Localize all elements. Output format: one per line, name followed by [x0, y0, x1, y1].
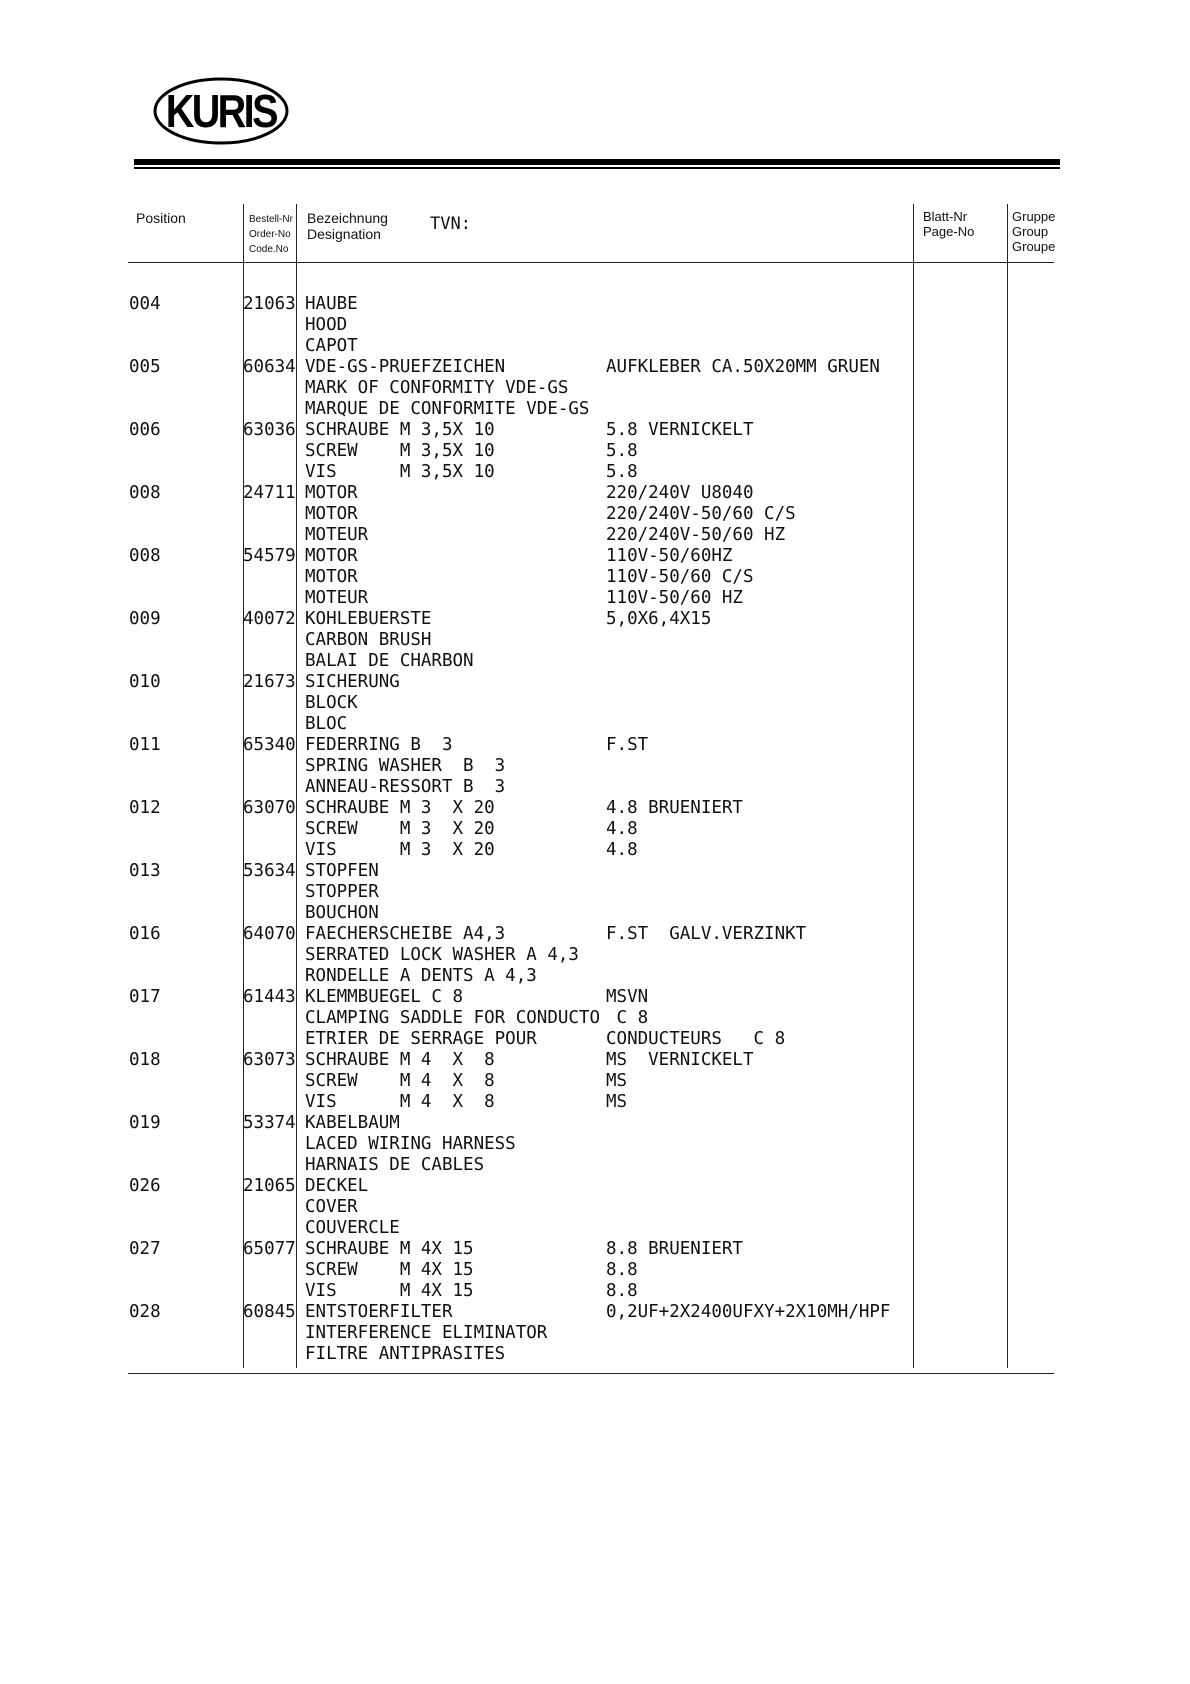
row-line	[0, 1155, 1190, 1176]
cell-position: 006	[129, 420, 161, 440]
cell-designation: VDE-GS-PRUEFZEICHEN	[305, 357, 506, 377]
cell-specification: 5.8 VERNICKELT	[606, 420, 754, 440]
cell-designation: SERRATED LOCK WASHER A 4,3	[305, 945, 579, 965]
row-line	[0, 630, 1190, 651]
cell-designation: FAECHERSCHEIBE A4,3	[305, 924, 506, 944]
table-row	[0, 798, 1190, 861]
table-row	[0, 420, 1190, 483]
cell-designation: BOUCHON	[305, 903, 379, 923]
row-line	[0, 1134, 1190, 1155]
row-line	[0, 903, 1190, 924]
cell-order-no: 21063	[243, 294, 296, 314]
cell-designation: MOTEUR	[305, 588, 369, 608]
table-row	[0, 987, 1190, 1050]
cell-designation: DECKEL	[305, 1176, 369, 1196]
cell-order-no: 63073	[243, 1050, 296, 1070]
cell-designation: MARK OF CONFORMITY VDE-GS	[305, 378, 569, 398]
row-line	[0, 525, 1190, 546]
cell-position: 008	[129, 483, 161, 503]
cell-designation: MOTOR	[305, 567, 358, 587]
cell-designation: FILTRE ANTIPRASITES	[305, 1344, 506, 1364]
cell-order-no: 53634	[243, 861, 296, 881]
cell-specification: 5,0X6,4X15	[606, 609, 712, 629]
cell-designation: BLOC	[305, 714, 348, 734]
cell-specification: 220/240V U8040	[606, 483, 754, 503]
row-line	[0, 567, 1190, 588]
row-line	[0, 357, 1190, 378]
cell-position: 016	[129, 924, 161, 944]
cell-position: 013	[129, 861, 161, 881]
table-row	[0, 1050, 1190, 1113]
cell-designation: VIS M 4X 15	[305, 1281, 474, 1301]
cell-order-no: 40072	[243, 609, 296, 629]
cell-designation: INTERFERENCE ELIMINATOR	[305, 1323, 548, 1343]
cell-specification: 5.8	[606, 462, 638, 482]
cell-specification: CONDUCTEURS C 8	[606, 1029, 786, 1049]
row-line	[0, 840, 1190, 861]
cell-designation: SCHRAUBE M 4 X 8	[305, 1050, 495, 1070]
header-order-no: Bestell-Nr Order-No Code.No	[249, 214, 293, 255]
header-rule-thin	[134, 167, 1060, 169]
row-line	[0, 1260, 1190, 1281]
header-page-no: Blatt-Nr Page-No	[923, 209, 975, 239]
table-row	[0, 609, 1190, 672]
header-rule-thick	[134, 159, 1060, 165]
cell-specification: 5.8	[606, 441, 638, 461]
cell-specification: MSVN	[606, 987, 649, 1007]
row-line	[0, 588, 1190, 609]
cell-specification: F.ST GALV.VERZINKT	[606, 924, 807, 944]
cell-position: 009	[129, 609, 161, 629]
cell-position: 005	[129, 357, 161, 377]
cell-order-no: 63036	[243, 420, 296, 440]
kuris-logo	[152, 76, 290, 146]
cell-designation: KOHLEBUERSTE	[305, 609, 432, 629]
row-line	[0, 1071, 1190, 1092]
row-line	[0, 294, 1190, 315]
cell-designation: SPRING WASHER B 3	[305, 756, 506, 776]
cell-order-no: 63070	[243, 798, 296, 818]
cell-specification: AUFKLEBER CA.50X20MM GRUEN	[606, 357, 880, 377]
cell-designation: ANNEAU-RESSORT B 3	[305, 777, 506, 797]
cell-designation: SCREW M 4X 15	[305, 1260, 474, 1280]
row-line	[0, 462, 1190, 483]
cell-specification: 220/240V-50/60 HZ	[606, 525, 786, 545]
table-row	[0, 1113, 1190, 1176]
cell-specification: 0,2UF+2X2400UFXY+2X10MH/HPF	[606, 1302, 891, 1322]
row-line	[0, 378, 1190, 399]
row-line	[0, 1218, 1190, 1239]
cell-designation: SICHERUNG	[305, 672, 400, 692]
cell-designation: CAPOT	[305, 336, 358, 356]
cell-designation: HOOD	[305, 315, 348, 335]
cell-specification: MS	[606, 1071, 628, 1091]
cell-position: 027	[129, 1239, 161, 1259]
cell-designation: HAUBE	[305, 294, 358, 314]
cell-order-no: 24711	[243, 483, 296, 503]
cell-position: 028	[129, 1302, 161, 1322]
row-line	[0, 861, 1190, 882]
row-line	[0, 420, 1190, 441]
cell-position: 026	[129, 1176, 161, 1196]
cell-order-no: 64070	[243, 924, 296, 944]
row-line	[0, 1197, 1190, 1218]
cell-specification: 110V-50/60HZ	[606, 546, 733, 566]
row-line	[0, 1302, 1190, 1323]
row-line	[0, 1008, 1190, 1029]
cell-specification: C 8	[606, 1008, 649, 1028]
row-line	[0, 924, 1190, 945]
table-row	[0, 735, 1190, 798]
cell-designation: ETRIER DE SERRAGE POUR	[305, 1029, 537, 1049]
cell-specification: 110V-50/60 C/S	[606, 567, 754, 587]
cell-specification: 4.8 BRUENIERT	[606, 798, 743, 818]
row-line	[0, 1281, 1190, 1302]
table-row	[0, 672, 1190, 735]
cell-designation: STOPPER	[305, 882, 379, 902]
cell-designation: MOTEUR	[305, 525, 369, 545]
cell-designation: HARNAIS DE CABLES	[305, 1155, 485, 1175]
cell-designation: COUVERCLE	[305, 1218, 400, 1238]
table-row	[0, 357, 1190, 420]
cell-designation: SCREW M 3 X 20	[305, 819, 495, 839]
cell-position: 017	[129, 987, 161, 1007]
row-line	[0, 399, 1190, 420]
cell-designation: STOPFEN	[305, 861, 379, 881]
row-line	[0, 1113, 1190, 1134]
cell-designation: SCREW M 3,5X 10	[305, 441, 495, 461]
cell-specification: 4.8	[606, 819, 638, 839]
table-row	[0, 924, 1190, 987]
table-row	[0, 546, 1190, 609]
header-position: Position	[136, 210, 186, 226]
row-line	[0, 441, 1190, 462]
cell-order-no: 61443	[243, 987, 296, 1007]
row-line	[0, 315, 1190, 336]
cell-position: 010	[129, 672, 161, 692]
row-line	[0, 966, 1190, 987]
cell-designation: MOTOR	[305, 504, 358, 524]
cell-position: 019	[129, 1113, 161, 1133]
cell-position: 011	[129, 735, 161, 755]
row-line	[0, 1176, 1190, 1197]
table-bottom-rule	[128, 1373, 1054, 1374]
row-line	[0, 1050, 1190, 1071]
row-line	[0, 882, 1190, 903]
cell-specification: 8.8 BRUENIERT	[606, 1239, 743, 1259]
row-line	[0, 735, 1190, 756]
cell-specification: 220/240V-50/60 C/S	[606, 504, 796, 524]
row-line	[0, 1092, 1190, 1113]
cell-designation: COVER	[305, 1197, 358, 1217]
cell-specification: MS	[606, 1092, 628, 1112]
cell-position: 004	[129, 294, 161, 314]
cell-designation: FEDERRING B 3	[305, 735, 453, 755]
cell-designation: VIS M 3 X 20	[305, 840, 495, 860]
cell-specification: 8.8	[606, 1260, 638, 1280]
row-line	[0, 798, 1190, 819]
cell-designation: CLAMPING SADDLE FOR CONDUCTO	[305, 1008, 601, 1028]
header-designation: Bezeichnung Designation	[307, 210, 388, 243]
table-row	[0, 861, 1190, 924]
row-line	[0, 504, 1190, 525]
cell-designation: SCHRAUBE M 4X 15	[305, 1239, 474, 1259]
cell-order-no: 60634	[243, 357, 296, 377]
row-line	[0, 987, 1190, 1008]
row-line	[0, 483, 1190, 504]
row-line	[0, 1029, 1190, 1050]
cell-designation: ENTSTOERFILTER	[305, 1302, 453, 1322]
cell-order-no: 65077	[243, 1239, 296, 1259]
row-line	[0, 546, 1190, 567]
cell-designation: KLEMMBUEGEL C 8	[305, 987, 464, 1007]
row-line	[0, 1239, 1190, 1260]
table-row	[0, 1239, 1190, 1302]
cell-designation: MOTOR	[305, 483, 358, 503]
cell-designation: LACED WIRING HARNESS	[305, 1134, 516, 1154]
row-line	[0, 609, 1190, 630]
cell-position: 018	[129, 1050, 161, 1070]
cell-designation: RONDELLE A DENTS A 4,3	[305, 966, 537, 986]
cell-specification: F.ST	[606, 735, 649, 755]
row-line	[0, 777, 1190, 798]
cell-order-no: 21065	[243, 1176, 296, 1196]
cell-order-no: 21673	[243, 672, 296, 692]
cell-designation: BLOCK	[305, 693, 358, 713]
cell-order-no: 60845	[243, 1302, 296, 1322]
cell-designation: MOTOR	[305, 546, 358, 566]
row-line	[0, 1323, 1190, 1344]
cell-designation: VIS M 3,5X 10	[305, 462, 495, 482]
cell-position: 012	[129, 798, 161, 818]
cell-designation: VIS M 4 X 8	[305, 1092, 495, 1112]
table-row	[0, 1302, 1190, 1365]
cell-designation: MARQUE DE CONFORMITE VDE-GS	[305, 399, 590, 419]
cell-designation: CARBON BRUSH	[305, 630, 432, 650]
row-line	[0, 336, 1190, 357]
cell-designation: BALAI DE CHARBON	[305, 651, 474, 671]
row-line	[0, 819, 1190, 840]
cell-specification: 8.8	[606, 1281, 638, 1301]
cell-position: 008	[129, 546, 161, 566]
header-tvn: TVN:	[430, 214, 471, 234]
cell-specification: MS VERNICKELT	[606, 1050, 754, 1070]
header-group: Gruppe Group Groupe	[1012, 209, 1056, 254]
cell-designation: SCREW M 4 X 8	[305, 1071, 495, 1091]
cell-order-no: 53374	[243, 1113, 296, 1133]
table-row	[0, 483, 1190, 546]
cell-specification: 110V-50/60 HZ	[606, 588, 743, 608]
logo-text: KURIS	[165, 86, 276, 138]
cell-designation: SCHRAUBE M 3,5X 10	[305, 420, 495, 440]
row-line	[0, 672, 1190, 693]
header-bottom-rule	[128, 262, 1054, 263]
row-line	[0, 1344, 1190, 1365]
cell-designation: KABELBAUM	[305, 1113, 400, 1133]
cell-specification: 4.8	[606, 840, 638, 860]
table-row	[0, 294, 1190, 357]
row-line	[0, 945, 1190, 966]
cell-order-no: 54579	[243, 546, 296, 566]
cell-designation: SCHRAUBE M 3 X 20	[305, 798, 495, 818]
parts-list	[0, 294, 1190, 1365]
cell-order-no: 65340	[243, 735, 296, 755]
row-line	[0, 693, 1190, 714]
row-line	[0, 756, 1190, 777]
row-line	[0, 651, 1190, 672]
row-line	[0, 714, 1190, 735]
table-row	[0, 1176, 1190, 1239]
